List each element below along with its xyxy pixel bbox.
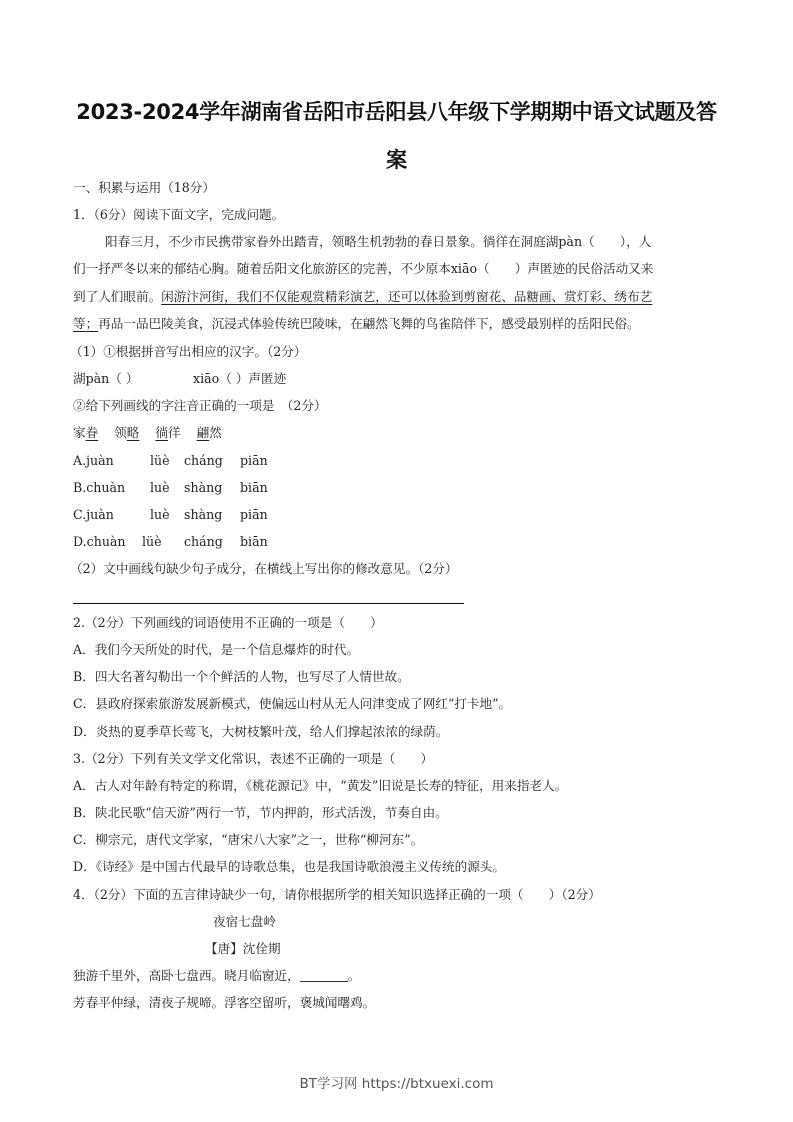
passage-line-4 [73, 316, 640, 332]
q2-option-a: A．我们今天所处的时代，是一个信息爆炸的时代。 [73, 642, 360, 657]
sub-question-1: （1）①根据拼音写出相应的汉字。（2分） [70, 344, 307, 359]
pinyin-item-b: xiāo（ ）声匿迹 [193, 371, 287, 386]
question-2-stem: 2.（2分）下列画线的词语使用不正确的一项是（ ） [73, 615, 383, 630]
poem-line-1: 独游千里外，高卧七盘西。晓月临窗近， 。 [73, 968, 361, 983]
q3-option-b: B．陕北民歌“信天游”两行一节，节内押韵，形式活泼，节奏自由。 [73, 805, 448, 820]
fill-blank [300, 969, 348, 982]
word-2: 领略 [114, 425, 140, 440]
pinyin-item-a: 湖pàn（ ） [73, 371, 139, 386]
section-heading: 一、积累与运用（18分） [73, 180, 215, 195]
footer-watermark: BT学习网 https://btxuexi.com [299, 1076, 494, 1092]
q2-option-b: B．四大名著勾勒出一个个鲜活的人物，也写尽了人情世故。 [73, 669, 410, 684]
poem-title: 夜宿七盘岭 [213, 914, 276, 929]
q2-option-d: D．炎热的夏季草长莺飞，大树枝繁叶茂，给人们撑起浓浓的绿荫。 [73, 724, 449, 739]
document-title-line2: 案 [386, 148, 407, 172]
sub-question-2: （2）文中画线句缺少句子成分，在横线上写出你的修改意见。（2分） [70, 561, 458, 576]
answer-line [73, 603, 464, 604]
word-3: 徜徉 [155, 425, 181, 440]
word-list [73, 425, 222, 441]
document-page: 2023-2024学年湖南省岳阳市岳阳县八年级下学期期中语文试题及答 案 一、积累与运用（18分） 1．（6分）阅读下面文字，完成问题。 阳春三月，不少市民携带家眷外出踏青，领略生机勃勃的春日景象。徜徉在洞庭湖pàn（ ），人 们一抒严冬以来的郁结心胸。随着岳阳文化旅游区的完善，不少原本xiāo（ ）声匿迹的民俗活动又来 到了人们眼前。闲游汴河街，我们不仅能观赏精彩演艺，还可以体验到剪窗花、品糖画、赏灯彩、绣布艺 等；再品一品巴陵美食，沉浸式体验传统巴陵味，在翩然飞舞的鸟雀陪伴下，感受最别样的岳阳民俗。 （1）①根据拼音写出相应的汉字。（2分） 湖pàn（ ） xiāo（ ）声匿迹 ②给下列画线的字注音正确的一项是 （2分） 家眷 领略 徜徉 翩然 A.juàn lüè cháng piān B.chuàn luè shàng biān C.juàn luè shàng piān D.chuàn lüè cháng biān （2）文中画线句缺少句子成分，在横线上写出你的修改意见。（2分） 2.（2分）下列画线的词语使用不正确的一项是（ ） A．我们今天所处的时代，是一个信息爆炸的时代。 B．四大名著勾勒出一个个鲜活的人物，也写尽了人情世故。 C．县政府探索旅游发展新模式，使偏远山村从无人问津变成了网红“打卡地”。 D．炎热的夏季草长莺飞，大树枝繁叶茂，给人们撑起浓浓的绿荫。 3.（2分）下列有关文学文化常识，表述不正确的一项是（ ） A．古人对年龄有特定的称谓，《桃花源记》中，“黄发”旧说是长寿的特征，用来指老人。 B．陕北民歌“信天游”两行一节，节内押韵，形式活泼，节奏自由。 C．柳宗元，唐代文学家，“唐宋八大家”之一，世称“柳河东”。 D．《诗经》是中国古代最早的诗歌总集，也是我国诗歌浪漫主义传统的源头。 4．（2分）下面的五言律诗缺少一句，请你根据所学的相关知识选择正确的一项（ ）（2分） 夜宿七盘岭 【唐】沈佺期 独游千里外，高卧七盘西。晓月临窗近， 。 芳春平仲绿，清夜子规啼。浮客空留听，褒城闻曙鸡。 BT学习网 https://btxuexi.com [0, 0, 793, 1122]
sub-question-1b: ②给下列画线的字注音正确的一项是 （2分） [73, 398, 327, 413]
question-4-stem: 4．（2分）下面的五言律诗缺少一句，请你根据所学的相关知识选择正确的一项（ ）（2分） [73, 887, 601, 902]
question-1-stem: 1．（6分）阅读下面文字，完成问题。 [73, 207, 285, 222]
question-3-stem: 3.（2分）下列有关文学文化常识，表述不正确的一项是（ ） [73, 751, 434, 766]
document-title-line1: 2023-2024学年湖南省岳阳市岳阳县八年级下学期期中语文试题及答 [76, 100, 717, 124]
passage-line-2: 们一抒严冬以来的郁结心胸。随着岳阳文化旅游区的完善，不少原本xiāo（ ）声匿迹的民俗活动又来 [73, 261, 654, 276]
word-1: 家眷 [73, 425, 99, 440]
passage-text: 到了人们眼前。 [73, 289, 162, 304]
underlined-sentence: 闲游汴河街，我们不仅能观赏精彩演艺，还可以体验到剪窗花、品糖画、赏灯彩、绣布艺 [161, 289, 653, 304]
q3-option-d: D．《诗经》是中国古代最早的诗歌总集，也是我国诗歌浪漫主义传统的源头。 [73, 859, 505, 874]
word-4: 翩然 [196, 425, 222, 440]
passage-line-1: 阳春三月，不少市民携带家眷外出踏青，领略生机勃勃的春日景象。徜徉在洞庭湖pàn（ ），人 [105, 234, 652, 249]
passage-text: 再品一品巴陵美食，沉浸式体验传统巴陵味，在翩然飞舞的鸟雀陪伴下，感受最别样的岳阳民俗。 [98, 316, 640, 331]
poem-line-2: 芳春平仲绿，清夜子规啼。浮客空留听，褒城闻曙鸡。 [73, 995, 376, 1010]
q3-option-c: C．柳宗元，唐代文学家，“唐宋八大家”之一，世称“柳河东”。 [73, 832, 424, 847]
q2-option-c: C．县政府探索旅游发展新模式，使偏远山村从无人问津变成了网红“打卡地”。 [73, 696, 512, 711]
passage-line-3 [73, 289, 652, 305]
underlined-sentence-end: 等； [73, 316, 99, 331]
q3-option-a: A．古人对年龄有特定的称谓，《桃花源记》中，“黄发”旧说是长寿的特征，用来指老人。 [73, 778, 568, 793]
poem-author: 【唐】沈佺期 [205, 941, 281, 956]
